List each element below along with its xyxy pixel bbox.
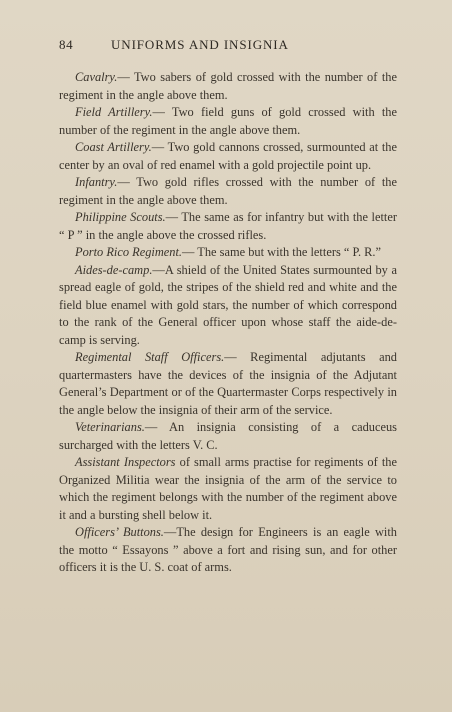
text-veterinarians: — An insignia consisting of a caduceus surcharged with the letters V. C. (59, 420, 397, 452)
text-cavalry: — Two sabers of gold crossed with the number of the regiment in the angle above them. (59, 70, 397, 102)
paragraph-aides-de-camp (59, 262, 397, 350)
text-officers-buttons: —The design for Engineers is an eagle with the motto “ Essayons ” above a fort and rising sun, and for other officers it is the U. S. coat of arms. (59, 525, 397, 574)
paragraph-porto-rico-regiment (59, 244, 397, 262)
text-coast-artillery: — Two gold cannons crossed, surmounted at the center by an oval of red enamel with a gold projectile point up. (59, 140, 397, 172)
paragraph-infantry (59, 174, 397, 209)
page-number: 84 (59, 37, 74, 52)
term-cavalry: Cavalry. (75, 70, 118, 84)
term-assistant-inspectors: Assistant Inspectors (75, 455, 176, 469)
term-officers-buttons: Officers’ Buttons. (75, 525, 164, 539)
paragraph-field-artillery (59, 104, 397, 139)
term-aides-de-camp: Aides-de-camp. (75, 262, 153, 277)
term-regimental-staff-officers: Regimental Staff Officers. (75, 350, 225, 364)
paragraph-regimental-staff-officers (59, 349, 397, 419)
text-aides-de-camp: —A shield of the United States surmounted by a spread eagle of gold, the stripes of the shield red and white and the field blue enamel with gold stars, the number of which correspond to the rank of the General officer upon whose staff the aide-de-camp is serving. (59, 262, 397, 347)
text-regimental-staff-officers: — Regimental adjutants and quartermasters have the devices of the insignia of the Adjutant General’s Department or of the Quartermaster Corps respectively in the angle below the insignia of their arm of the service. (59, 350, 397, 417)
term-philippine-scouts: Philippine Scouts. (75, 210, 166, 224)
paragraph-assistant-inspectors (59, 454, 397, 524)
term-porto-rico-regiment: Porto Rico Regiment. (75, 245, 183, 259)
paragraph-philippine-scouts (59, 209, 397, 244)
term-coast-artillery: Coast Artillery. (75, 140, 152, 154)
paragraph-veterinarians (59, 419, 397, 454)
term-veterinarians: Veterinarians. (75, 420, 145, 434)
paragraph-officers-buttons (59, 524, 397, 577)
term-infantry: Infantry. (75, 175, 118, 189)
text-infantry: — Two gold rifles crossed with the number of the regiment in the angle above them. (59, 175, 397, 207)
running-head: UNIFORMS AND INSIGNIA (111, 37, 289, 52)
page-header (59, 37, 397, 53)
text-field-artillery: — Two field guns of gold crossed with the number of the regiment in the angle above them. (59, 105, 397, 137)
body-text (59, 69, 397, 577)
text-porto-rico-regiment: — The same but with the letters “ P. R.” (182, 245, 382, 259)
text-assistant-inspectors: of small arms practise for regiments of the Organized Militia wear the insignia of the arm of the service to which the regiment belongs with the number of the regiment above it and a bursting shell below it. (59, 455, 397, 522)
text-philippine-scouts: — The same as for infantry but with the letter “ P ” in the angle above the crossed rifles. (59, 210, 398, 242)
paragraph-coast-artillery (59, 139, 397, 174)
term-field-artillery: Field Artillery. (75, 105, 153, 119)
paragraph-cavalry (59, 69, 397, 104)
